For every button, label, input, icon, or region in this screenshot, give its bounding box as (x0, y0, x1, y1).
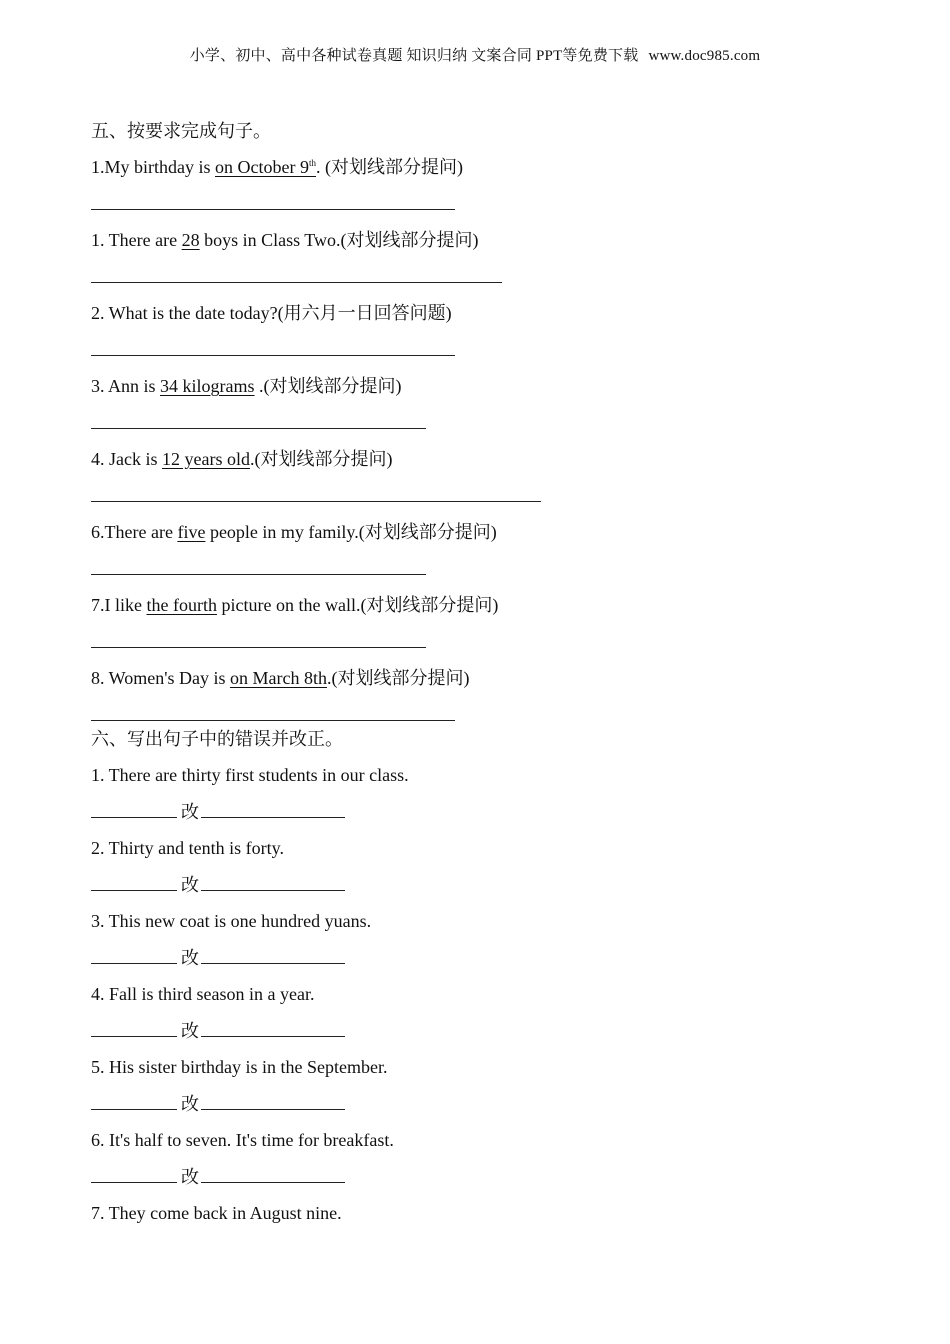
correction-row[interactable] (91, 1164, 891, 1188)
question-4: 3. Ann is 34 kilograms .(对划线部分提问) (91, 376, 402, 396)
underlined-part: the fourth (146, 595, 217, 615)
question-2: 1. There are 28 boys in Class Two.(对划线部分提问) (91, 230, 479, 250)
underlined-part: 12 years old (162, 449, 250, 469)
correct-label: 改 (181, 1167, 199, 1187)
correction-blank[interactable] (201, 1164, 345, 1183)
correction-blank[interactable] (201, 1091, 345, 1110)
header-site: www.doc985.com (648, 48, 761, 64)
error-blank[interactable] (91, 799, 177, 818)
error-item-7: 7. They come back in August nine. (91, 1203, 342, 1223)
answer-line[interactable] (91, 544, 891, 593)
underlined-part: on March 8th (229, 668, 327, 688)
error-item-1: 1. There are thirty first students in our class. (91, 765, 409, 785)
answer-line[interactable] (91, 325, 891, 374)
correction-row[interactable] (91, 1091, 891, 1115)
answer-line[interactable] (91, 617, 891, 666)
error-blank[interactable] (91, 1091, 177, 1110)
error-blank[interactable] (91, 1018, 177, 1037)
correct-label: 改 (181, 875, 199, 895)
correct-label: 改 (181, 802, 199, 822)
error-item-4: 4. Fall is third season in a year. (91, 984, 315, 1004)
error-blank[interactable] (91, 1164, 177, 1183)
error-item-6: 6. It's half to seven. It's time for breakfast. (91, 1130, 394, 1150)
error-blank[interactable] (91, 945, 177, 964)
correct-label: 改 (181, 948, 199, 968)
ordinal-suffix: th (308, 158, 316, 168)
underlined-part: on October 9 (215, 157, 309, 177)
worksheet (91, 119, 891, 1225)
underlined-part: 28 (181, 230, 200, 250)
question-5: 4. Jack is 12 years old.(对划线部分提问) (91, 449, 393, 469)
section5-title: 五、按要求完成句子。 (91, 121, 271, 141)
question-3: 2. What is the date today?(用六月一日回答问题) (91, 303, 452, 323)
section6-title: 六、写出句子中的错误并改正。 (91, 729, 343, 749)
correction-blank[interactable] (201, 872, 345, 891)
correction-row[interactable] (91, 945, 891, 969)
correct-label: 改 (181, 1021, 199, 1041)
answer-line[interactable] (91, 690, 891, 739)
correction-blank[interactable] (201, 1018, 345, 1037)
correct-label: 改 (181, 1094, 199, 1114)
question-1: 1.My birthday is on October 9th. (对划线部分提问) (91, 157, 463, 177)
underlined-part: five (177, 522, 206, 542)
underlined-part: 34 kilograms (160, 376, 255, 396)
answer-line[interactable] (91, 398, 891, 447)
error-blank[interactable] (91, 872, 177, 891)
error-item-3: 3. This new coat is one hundred yuans. (91, 911, 372, 931)
page-header (0, 44, 950, 65)
correction-row[interactable] (91, 872, 891, 896)
header-text: 小学、初中、高中各种试卷真题 知识归纳 文案合同 PPT等免费下载 (189, 48, 639, 64)
correction-blank[interactable] (201, 799, 345, 818)
question-6: 6.There are five people in my family.(对划线部分提问) (91, 522, 497, 542)
answer-line[interactable] (91, 471, 891, 520)
correction-blank[interactable] (201, 945, 345, 964)
answer-line[interactable] (91, 252, 891, 301)
correction-row[interactable] (91, 1018, 891, 1042)
error-item-5: 5. His sister birthday is in the September. (91, 1057, 388, 1077)
answer-line[interactable] (91, 179, 891, 228)
question-8: 8. Women's Day is on March 8th.(对划线部分提问) (91, 668, 470, 688)
correction-row[interactable] (91, 799, 891, 823)
question-7: 7.I like the fourth picture on the wall.(对划线部分提问) (91, 595, 499, 615)
error-item-2: 2. Thirty and tenth is forty. (91, 838, 284, 858)
